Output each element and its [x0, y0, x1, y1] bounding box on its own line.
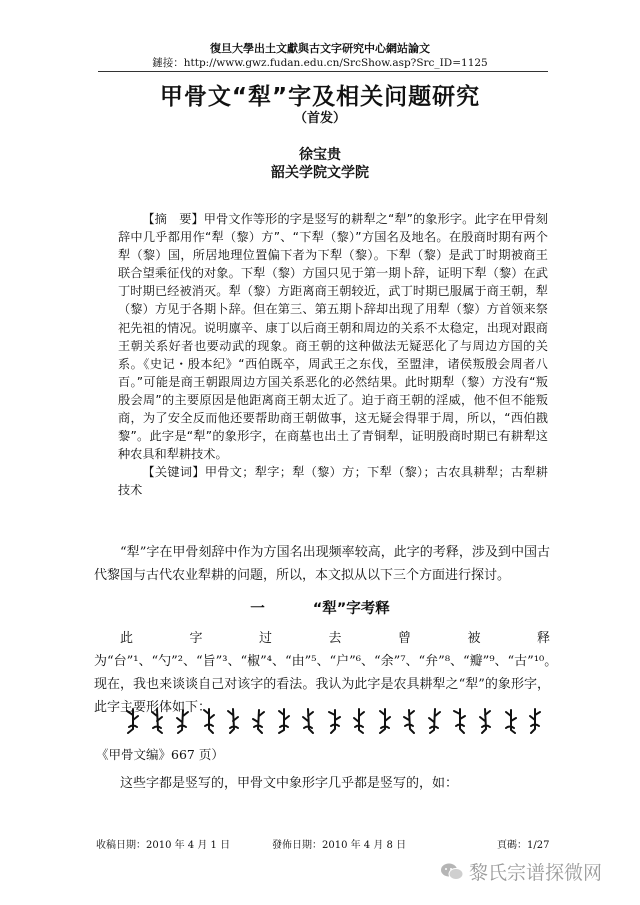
footer-page-number: 頁碼：1/27 — [497, 840, 550, 851]
watermark — [440, 858, 602, 885]
oracle-glyph — [149, 707, 166, 735]
oracle-glyph — [275, 707, 292, 735]
oracle-glyph — [326, 707, 343, 735]
oracle-glyph — [376, 707, 393, 735]
oracle-glyph — [351, 707, 368, 735]
section-paragraph: 此字过去曾被释为“台”¹、“勺”²、“旨”³、“椒”⁴、“由”⁵、“户”⁶、“余”⁷、“弁”⁸、“瓣”⁹、“古”¹⁰。现在，我也来谈谈自己对该字的看法。我认为此字是农具耕犁之“犁”的象形字，此字主要形体如下： — [94, 631, 558, 715]
abstract-block — [118, 210, 548, 500]
following-paragraph: 这些字都是竖写的，甲骨文中象形字几乎都是竖写的，如： — [120, 776, 459, 791]
section-title: “犁”字考释 — [312, 601, 390, 617]
oracle-glyph — [401, 707, 418, 735]
site-header-link[interactable]: 鏈接：http://www.gwz.fudan.edu.cn/SrcShow.asp?Src_ID=1125 — [152, 57, 488, 69]
author-name: 徐宝贵 — [299, 147, 341, 163]
oracle-glyph — [250, 707, 267, 735]
author-affiliation: 韶关学院文学院 — [271, 165, 369, 181]
paper-subtitle: （首发） — [293, 111, 346, 126]
oracle-glyph — [451, 707, 468, 735]
oracle-glyph — [174, 707, 191, 735]
site-header-title: 復旦大學出土文獻與古文字研究中心網站論文 — [210, 42, 430, 55]
paper-title: 甲骨文“犁”字及相关问题研究 — [159, 84, 481, 110]
oracle-glyph — [200, 707, 217, 735]
oracle-glyph — [502, 707, 519, 735]
oracle-glyph-row — [124, 705, 544, 737]
oracle-glyph — [477, 707, 494, 735]
section-heading — [0, 597, 640, 618]
oracle-glyph — [527, 707, 544, 735]
oracle-glyph — [426, 707, 443, 735]
glyph-caption: 《甲骨文编》667 页） — [96, 747, 224, 762]
header-divider — [98, 71, 548, 72]
intro-paragraph: “犁”字在甲骨刻辞中作为方国名出现频率较高，此字的考释，涉及到中国古代黎国与古代农业犁耕的问题，所以，本文拟从以下三个方面进行探讨。 — [94, 545, 550, 583]
oracle-glyph — [124, 707, 141, 735]
oracle-glyph — [300, 707, 317, 735]
keywords: 【关键词】甲骨文；犁字；犁（黎）方；下犁（黎）；古农具耕犁；古犁耕技术 — [118, 465, 548, 498]
wechat-icon — [440, 862, 464, 882]
section-number: 一 — [250, 601, 265, 617]
watermark-text: 黎氏宗谱探微网 — [469, 862, 603, 884]
abstract-text: 【摘 要】甲骨文作等形的字是竖写的耕犁之“犁”的象形字。此字在甲骨刻辞中几乎都用作“犁（黎）方”、“下犁（黎）”方国名及地名。在殷商时期有两个犁（黎）国，所居地理位置偏下者为下犁（黎）。下犁（黎）是武丁时期被商王联合望乘征伐的对象。下犁（黎）方国只见于第一期卜辞，证明下犁（黎）在武丁时期已经被消灭。犁（黎）方距离商王朝较近，武丁时期已服属于商王朝，犁（黎）方见于各期卜辞。但在第三、第五期卜辞却出现了用犁（黎）方首领来祭祀先祖的情况。说明廪辛、康丁以后商王朝和周边的关系不太稳定，出现对跟商王朝关系好者也要动武的现象。商王朝的这种做法无疑恶化了与周边方国的关系。《史记・殷本纪》“西伯既卒，周武王之东伐，至盟津，诸侯叛殷会周者八百。”可能是商王朝跟周边方国关系恶化的必然结果。此时期犁（黎）方没有“叛殷会周”的主要原因是他距离商王朝太近了。迫于商王朝的淫威，他不但不能叛商，为了安全反而他还要帮助商王朝做事，这无疑会得罪于周，所以，“西伯戡黎”。此字是“犁”的象形字，在商墓也出土了青铜犁，证明殷商时期已有耕犁这种农具和犁耕技术。 — [118, 212, 548, 462]
oracle-glyph — [225, 707, 242, 735]
footer-received-date: 收稿日期：2010 年 4 月 1 日 — [96, 840, 231, 851]
footer-published-date: 發佈日期：2010 年 4 月 8 日 — [272, 840, 407, 851]
